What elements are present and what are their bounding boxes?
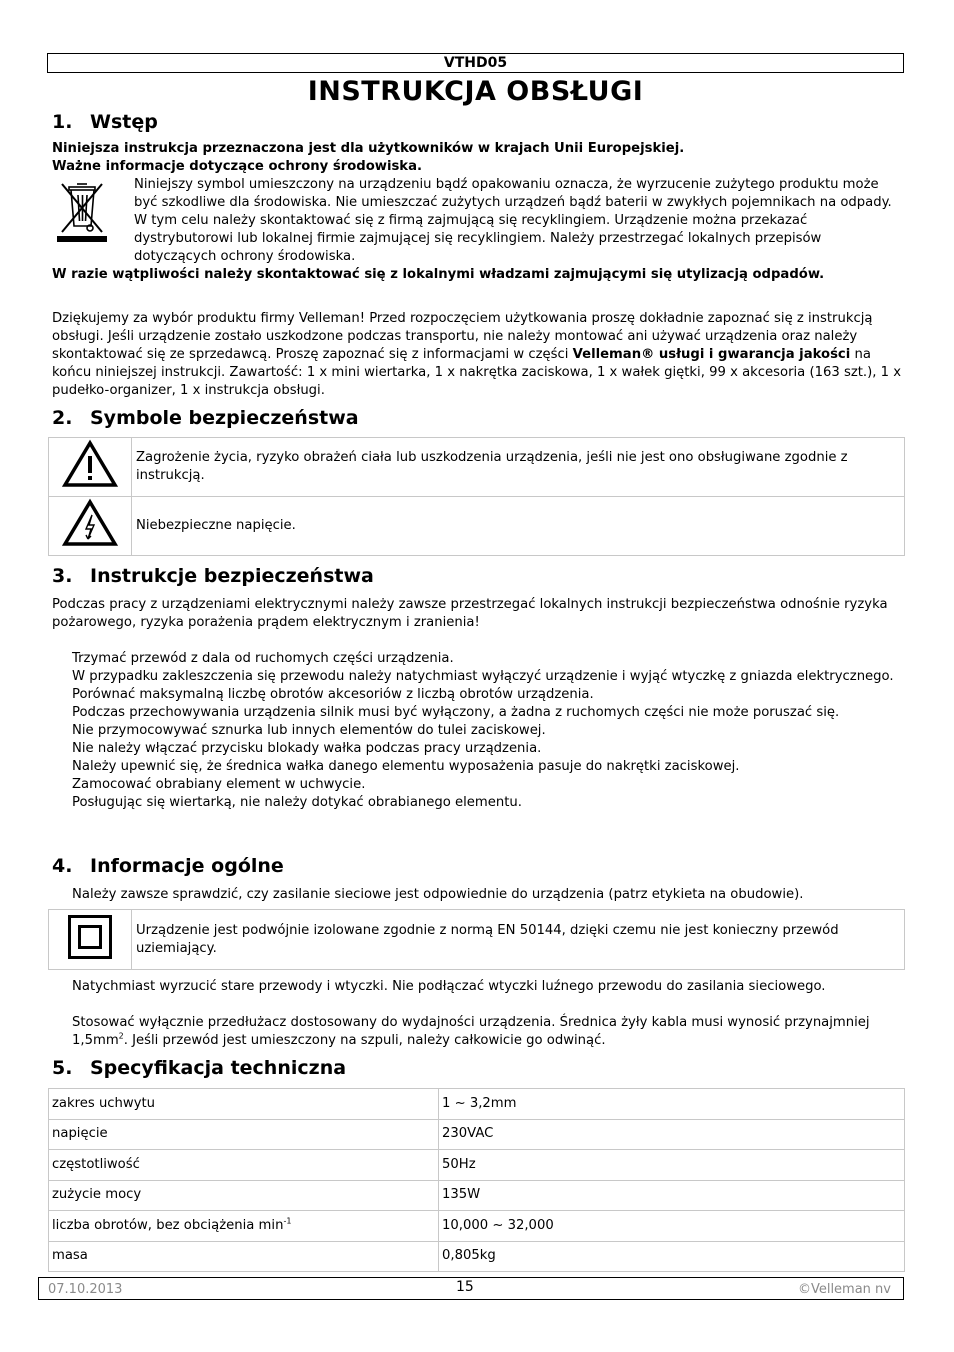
table-row: Zagrożenie życia, ryzyko obrażeń ciała lub uszkodzenia urządzenia, jeśli nie jest ono obsługiwane zgodnie z instrukcją. [49, 438, 905, 497]
table-row: Niebezpieczne napięcie. [49, 497, 905, 556]
weee-text: Niniejszy symbol umieszczony na urządzeniu bądź opakowaniu oznacza, że wyrzucenie zużytego produktu może być szkodliwe dla środowiska. Nie umieszczać zużytych urządzeń bądź baterii w zwykłych pojemnikach na odpady. W tym celu należy skontaktować się z firmą zajmującą się recyklingiem. Urządzenie można przekazać dystrybutorowi lub lokalnej firmie zajmującej się recyklingiem. Należy przestrzegać lokalnych przepisów dotyczących ochrony środowiska. [134, 177, 892, 264]
model-number: VTHD05 [443, 55, 508, 71]
list-item: Nie przymocowywać sznurka lub innych elementów do tulei zaciskowej. [72, 723, 546, 738]
section-3-heading: 3. Instrukcje bezpieczeństwa [52, 565, 374, 587]
table-row: napięcie 230VAC [49, 1119, 905, 1150]
warning-icon [61, 439, 119, 489]
env-heading: Ważne informacje dotyczące ochrony środowiska. [52, 159, 422, 174]
list-item: Nie należy włączać przycisku blokady wałka podczas pracy urządzenia. [72, 741, 542, 756]
table-row: zakres uchwytu 1 ~ 3,2mm [49, 1089, 905, 1120]
safety-symbols-table [48, 437, 905, 556]
specifications-table [48, 1088, 905, 1272]
double-insulation-table [48, 909, 905, 970]
extension-note: Stosować wyłącznie przedłużacz dostosowany do wydajności urządzenia. Średnica żyły kabla musi wynosić przynajmniej $1,5mm^2$. Jeśli przewód jest umieszczony na szpuli, należy całkowicie go odwinąć. [72, 1015, 870, 1048]
list-item: W przypadku zakleszczenia się przewodu należy natychmiast wyłączyć urządzenie i wyjąć wtyczkę z gniazda elektrycznego. [72, 669, 894, 684]
high-voltage-icon [61, 498, 119, 548]
list-item: Podczas przechowywania urządzenia silnik musi być wyłączony, a żadna z ruchomych części nie może poruszać się. [72, 705, 840, 720]
table-row: częstotliwość 50Hz [49, 1150, 905, 1181]
footer-date: 07.10.2013 [48, 1282, 123, 1297]
general-intro: Należy zawsze sprawdzić, czy zasilanie sieciowe jest odpowiednie do urządzenia (patrz etykieta na obudowie). [72, 887, 804, 902]
table-row: Urządzenie jest podwójnie izolowane zgodnie z normą EN 50144, dzięki czemu nie jest konieczny przewód uziemiający. [49, 910, 905, 970]
list-item: Należy upewnić się, że średnica wałka danego elementu wyposażenia pasuje do nakrętki zaciskowej. [72, 759, 740, 774]
footer-copyright: ©Velleman nv [797, 1282, 891, 1297]
cable-note: Natychmiast wyrzucić stare przewody i wtyczki. Nie podłączać wtyczki luźnego przewodu do zasilania sieciowego. [72, 979, 826, 994]
list-item: Trzymać przewód z dala od ruchomych części urządzenia. [72, 651, 454, 666]
list-item: Posługując się wiertarką, nie należy dotykać obrabianego elementu. [72, 795, 522, 810]
page-number: 15 [456, 1279, 474, 1295]
warranty-reference: Velleman® usługi i gwarancja jakości [572, 347, 851, 362]
section-1-heading: 1. Wstęp [52, 111, 158, 133]
eu-notice: Niniejsza instrukcja przeznaczona jest dla użytkowników w krajach Unii Europejskiej. [52, 141, 685, 156]
table-row: zużycie mocy 135W [49, 1180, 905, 1211]
section-2-heading: 2. Symbole bezpieczeństwa [52, 407, 359, 429]
safety-intro: Podczas pracy z urządzeniami elektrycznymi należy zawsze przestrzegać lokalnych instrukcji bezpieczeństwa odnośnie ryzyka pożarowego, ryzyka porażenia prądem elektrycznym i zranienia! [52, 597, 888, 630]
document-header [47, 53, 904, 73]
doubt-notice: W razie wątpliwości należy skontaktować się z lokalnymi władzami zajmującymi się utylizacją odpadów. [52, 267, 825, 282]
section-5-heading: 5. Specyfikacja techniczna [52, 1057, 347, 1079]
double-insulation-icon [67, 914, 113, 960]
list-item: Porównać maksymalną liczbę obrotów akcesoriów z liczbą obrotów urządzenia. [72, 687, 594, 702]
section-4-heading: 4. Informacje ogólne [52, 855, 284, 877]
list-item: Zamocować obrabiany element w uchwycie. [72, 777, 366, 792]
table-row: masa 0,805kg [49, 1241, 905, 1272]
weee-bin-icon [53, 178, 111, 242]
intro-paragraph: Dziękujemy za wybór produktu firmy Velleman! Przed rozpoczęciem użytkowania proszę dokładnie zapoznać się z instrukcją obsługi. Jeśli urządzenie zostało uszkodzone podczas transportu, nie należy montować ani używać urządzenia oraz należy skontaktować się ze sprzedawcą. Proszę zapoznać się z informacjami w części Velleman® usługi i gwarancja jakości na końcu niniejszej instrukcji. Zawartość: 1 x mini wiertarka, 1 x nakrętka zaciskowa, 1 x wałek giętki, 99 x akcesoria (163 szt.), 1 x pudełko-organizer, 1 x instrukcja obsługi. [52, 311, 902, 398]
safety-instructions-list [72, 650, 907, 812]
table-row: liczba obrotów, bez obciążenia $\min^{-1}$ 10,000 ~ 32,000 [49, 1211, 905, 1242]
document-title: INSTRUKCJA OBSŁUGI [307, 76, 644, 107]
